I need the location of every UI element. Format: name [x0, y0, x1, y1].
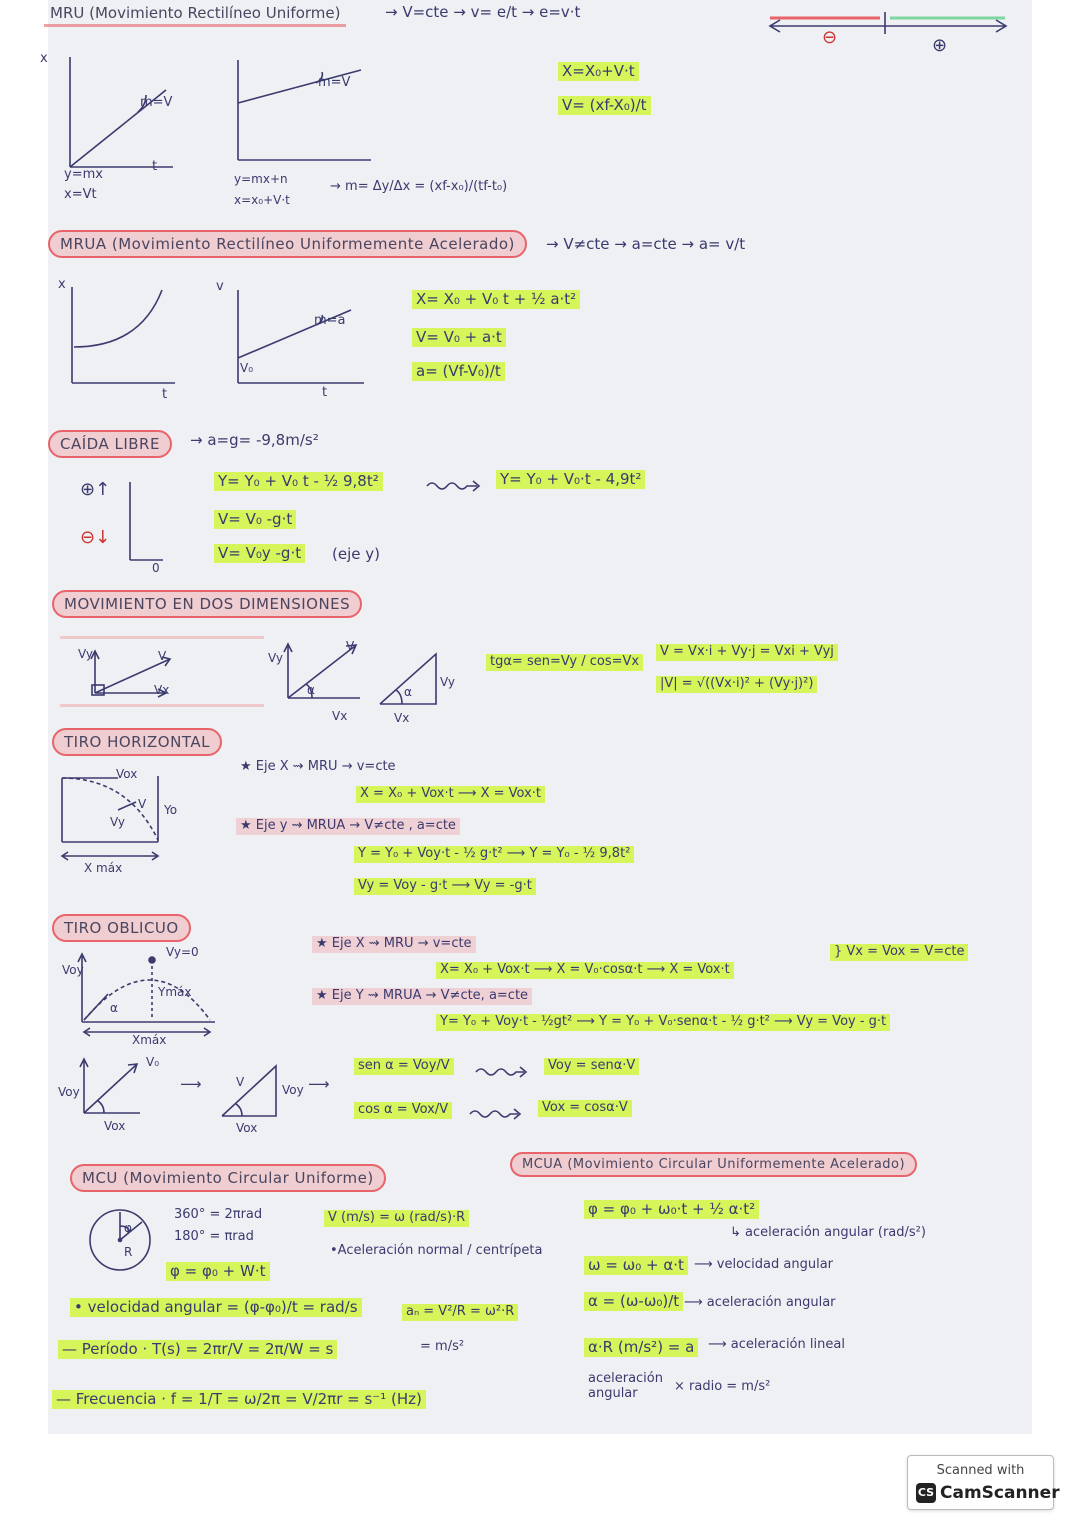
mcu-normal-acceleration: aₙ = V²/R = ω²·R: [402, 1304, 518, 1321]
squiggle-arrow-icon: [474, 1064, 534, 1080]
th-vox-label: Vox: [116, 767, 138, 781]
caida-formula-position-simplified: Y= Y₀ + V₀·t - 4,9t²: [496, 470, 645, 489]
mru-graph-2: [236, 58, 376, 168]
to-eje-y-formula: Y= Y₀ + Voy·t - ½gt² ⟶ Y = Y₀ + V₀·senα·t - ½ g·t² ⟶ Vy = Voy - g·t: [436, 1014, 890, 1031]
mcua-f5-label: aceleración angular: [588, 1371, 663, 1401]
dd-vector-formula: V = Vx·i + Vy·j = Vxi + Vyj: [656, 644, 838, 661]
to-eje-x-formula: X= X₀ + Vox·t ⟶ X = V₀·cosα·t ⟶ X = Vox·t: [436, 962, 734, 979]
mcua-f5-result: × radio = m/s²: [674, 1379, 771, 1394]
th-eje-y: ★ Eje y ⇝ MRUA → V≠cte , a=cte: [236, 818, 460, 835]
vector-components-diagram-2: [280, 640, 370, 706]
minus-sign-icon: ⊖: [822, 27, 838, 48]
mrua-header-formula: → V≠cte → a=cte → a= v/t: [546, 235, 746, 253]
mru-graph2-eq2: x=x₀+V·t: [234, 193, 290, 207]
caida-minus-down-icon: ⊖↓: [80, 527, 111, 548]
mru-title: MRU (Movimiento Rectilíneo Uniforme): [44, 2, 346, 27]
badge-brand: CamScanner: [940, 1483, 1060, 1503]
caida-formula-position: Y= Y₀ + V₀ t - ½ 9,8t²: [214, 472, 383, 491]
plus-sign-icon: ⊕: [932, 35, 948, 56]
mcu-180: 180° = πrad: [174, 1229, 254, 1244]
to-cos-formula: cos α = Vox/V: [354, 1102, 452, 1119]
mcua-f3-note: ⟶ aceleración angular: [684, 1295, 836, 1310]
to-v0-label: V₀: [146, 1055, 160, 1069]
mrua-graph1-y: x: [58, 277, 66, 292]
dd3-vy-label: Vy: [440, 675, 455, 689]
mcua-f1: φ = φ₀ + ω₀·t + ½ α·t²: [584, 1200, 759, 1219]
to-eje-x: ★ Eje X ⇝ MRU → v=cte: [312, 936, 476, 953]
to-voy-label: Voy: [62, 963, 84, 977]
caida-libre-header-formula: → a=g= -9,8m/s²: [190, 431, 319, 449]
mru-slope-formula: → m= Δy/Δx = (xf-x₀)/(tf-t₀): [330, 179, 508, 194]
to-sen-formula: sen α = Voy/V: [354, 1058, 454, 1075]
th-v-label: V: [138, 797, 147, 811]
mcu-normal-acceleration-label: •Aceleración normal / centrípeta: [330, 1243, 543, 1258]
to-vox-label-2: Vox: [236, 1121, 258, 1135]
mrua-graph2-slope: m=a: [314, 313, 346, 328]
to-xmax-label: Xmáx: [132, 1033, 167, 1047]
arrow-icon: ⟶: [308, 1075, 330, 1093]
separator: [60, 636, 264, 639]
caida-zero: 0: [152, 561, 160, 575]
mcua-f4-note: ⟶ aceleración lineal: [708, 1337, 845, 1352]
mcu-period: — Período · T(s) = 2πr/V = 2π/W = s: [58, 1340, 337, 1359]
sign-axis-diagram: [760, 0, 1020, 60]
caida-plus-up-icon: ⊕↑: [80, 479, 111, 500]
to-eje-y: ★ Eje Y ⇝ MRUA → V≠cte, a=cte: [312, 988, 532, 1005]
to-components-triangle: [218, 1060, 288, 1124]
separator: [60, 704, 264, 707]
dd2-v-label: V: [346, 639, 355, 653]
mru-graph-1: [68, 55, 178, 175]
vector-components-diagram-1: [80, 645, 190, 700]
mcu-linear-velocity: V (m/s) = ω (rad/s)·R: [324, 1210, 469, 1227]
mru-formula-velocity: V= (xf-X₀)/t: [558, 96, 651, 115]
mru-graph2-eq1: y=mx+n: [234, 172, 288, 186]
tiro-horizontal-title: TIRO HORIZONTAL: [52, 728, 222, 756]
mru-graph1-eq1: y=mx: [64, 167, 103, 182]
tiro-oblicuo-title: TIRO OBLICUO: [52, 914, 191, 942]
th-vy-label: Vy: [110, 815, 125, 829]
mcu-360: 360° = 2πrad: [174, 1207, 263, 1222]
dos-dimensiones-title: MOVIMIENTO EN DOS DIMENSIONES: [52, 590, 362, 618]
mrua-graph1-t: t: [162, 387, 168, 402]
mcua-f2-note: ⟶ velocidad angular: [694, 1257, 834, 1272]
caida-libre-title: CAÍDA LIBRE: [48, 430, 172, 458]
mru-graph1-slope: m=V: [140, 95, 173, 110]
to-vox-result: Vox = cosα·V: [538, 1100, 632, 1117]
th-xmax-label: X máx: [84, 861, 123, 875]
squiggle-arrow-icon: [425, 478, 485, 494]
caida-formula-note: (eje y): [332, 545, 380, 563]
mrua-graph-1: [70, 285, 180, 390]
dd-tangent-formula: tgα= sen=Vy / cos=Vx: [486, 654, 643, 671]
dd-v-label: V: [158, 649, 167, 663]
mrua-formula-position: X= X₀ + V₀ t + ½ a·t²: [412, 290, 580, 309]
camscanner-badge: [907, 1455, 1060, 1510]
mrua-graph2-v0: V₀: [240, 361, 254, 375]
to-voy-label-2: Voy: [58, 1085, 80, 1099]
th-eje-y-formula1: Y = Y₀ + Voy·t - ½ g·t² ⟶ Y = Y₀ - ½ 9,8t²: [354, 846, 634, 863]
vector-triangle-diagram: [376, 650, 446, 710]
dd2-vx-label: Vx: [332, 709, 348, 723]
mru-graph2-slope: m=V: [318, 75, 351, 90]
dd-vy-label: Vy: [78, 647, 93, 661]
mrua-formula-acceleration: a= (Vf-V₀)/t: [412, 362, 505, 381]
squiggle-arrow-icon: [468, 1106, 528, 1122]
mcua-f3: α = (ω-ω₀)/t: [584, 1292, 683, 1311]
mcu-circle-diagram: [86, 1206, 156, 1276]
to-v-label: V: [236, 1075, 245, 1089]
to-alpha: α: [110, 1001, 118, 1015]
tiro-oblicuo-diagram: [70, 950, 220, 1040]
dd2-vy-label: Vy: [268, 651, 283, 665]
to-voy-label-3: Voy: [282, 1083, 304, 1097]
mcua-f4: α·R (m/s²) = a: [584, 1338, 698, 1357]
mru-header-formula: → V=cte → v= e/t → e=v·t: [385, 3, 581, 21]
caida-formula-velocity: V= V₀ -g·t: [214, 510, 296, 529]
mcua-f2: ω = ω₀ + α·t: [584, 1256, 688, 1275]
mcu-phi-label: φ: [124, 1221, 132, 1235]
mrua-graph-2: [236, 288, 366, 388]
badge-line1: Scanned with: [936, 1463, 1025, 1478]
mru-x-label: x: [40, 51, 48, 66]
to-vy0-label: Vy=0: [166, 945, 199, 959]
th-eje-x-formula: X = X₀ + Vox·t ⟶ X = Vox·t: [356, 786, 545, 803]
to-ymax-label: Ymáx: [158, 985, 192, 999]
mcua-title: MCUA (Movimiento Circular Uniformemente Acelerado): [510, 1152, 917, 1177]
dd-modulus-formula: |V| = √((Vx·i)² + (Vy·j)²): [656, 676, 817, 693]
dd3-alpha: α: [404, 685, 412, 699]
mcu-r-label: R: [124, 1245, 133, 1259]
mru-graph1-eq2: x=Vt: [64, 187, 97, 202]
arrow-icon: ⟶: [180, 1075, 202, 1093]
mrua-title: MRUA (Movimiento Rectilíneo Uniformemente Acelerado): [48, 230, 527, 258]
th-y0-label: Yo: [164, 803, 178, 817]
caida-libre-axis: [128, 480, 168, 570]
dd2-alpha: α: [307, 683, 315, 697]
mcua-f1-note: ↳ aceleración angular (rad/s²): [730, 1225, 926, 1240]
to-vox-label: Vox: [104, 1119, 126, 1133]
to-brace-note: } Vx = Vox = V=cte: [830, 944, 968, 961]
dd-vx-label: Vx: [154, 683, 170, 697]
dd3-vx-label: Vx: [394, 711, 410, 725]
th-eje-y-formula2: Vy = Voy - g·t ⟶ Vy = -g·t: [354, 878, 536, 895]
to-components-diagram-1: [70, 1055, 150, 1125]
mcu-title: MCU (Movimiento Circular Uniforme): [70, 1164, 386, 1192]
mru-formula-position: X=X₀+V·t: [558, 62, 639, 81]
th-eje-x: ★ Eje X ⇝ MRU → v=cte: [240, 759, 396, 774]
to-voy-result: Voy = senα·V: [544, 1058, 639, 1075]
mcu-angle-eq: φ = φ₀ + W·t: [166, 1262, 270, 1281]
mcu-an-units: = m/s²: [420, 1339, 465, 1354]
mcu-frequency: — Frecuencia · f = 1/T = ω/2π = V/2πr = s⁻¹ (Hz): [52, 1390, 426, 1409]
mcu-angular-velocity: • velocidad angular = (φ-φ₀)/t = rad/s: [70, 1298, 362, 1317]
mru-graph1-t: t: [152, 159, 158, 174]
mrua-graph2-t: t: [322, 385, 328, 400]
mrua-formula-velocity: V= V₀ + a·t: [412, 328, 506, 347]
caida-formula-velocity-y: V= V₀y -g·t: [214, 544, 305, 563]
camscanner-logo-icon: CS: [916, 1483, 936, 1503]
mrua-graph2-y: v: [216, 279, 224, 294]
